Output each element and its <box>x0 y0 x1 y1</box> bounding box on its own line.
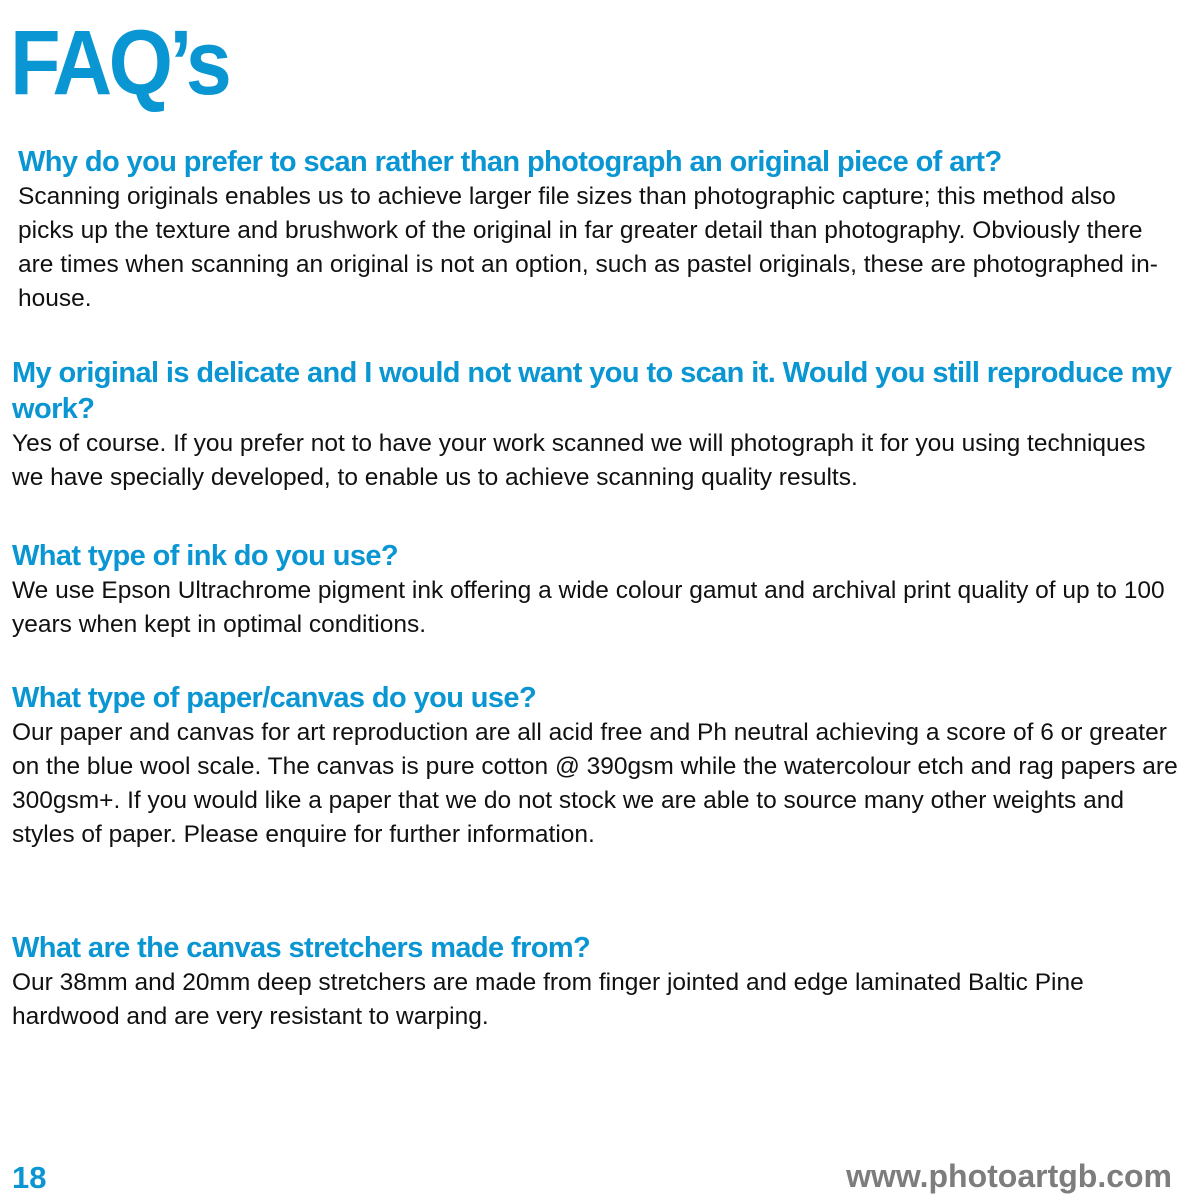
faq-answer: Yes of course. If you prefer not to have your work scanned we will photograph it for you using techniques we have specially developed, to enable us to achieve scanning quality results. <box>12 430 1146 491</box>
page-title: FAQ’s <box>10 12 229 114</box>
faq-item <box>12 930 1182 1034</box>
faq-answer: We use Epson Ultrachrome pigment ink offering a wide colour gamut and archival print quality of up to 100 years when kept in optimal conditions. <box>12 577 1165 638</box>
faq-question: What type of paper/canvas do you use? <box>12 682 537 714</box>
website-url: www.photoartgb.com <box>846 1158 1172 1194</box>
page-number: 18 <box>12 1160 47 1195</box>
faq-item <box>12 355 1182 495</box>
faq-question: Why do you prefer to scan rather than photograph an original piece of art? <box>18 146 1002 178</box>
faq-question: What are the canvas stretchers made from? <box>12 932 591 964</box>
faq-question: What type of ink do you use? <box>12 540 398 572</box>
faq-item <box>18 144 1178 316</box>
faq-question: My original is delicate and I would not want you to scan it. Would you still reproduce my work? <box>12 357 1172 425</box>
faq-answer: Our 38mm and 20mm deep stretchers are made from finger jointed and edge laminated Baltic Pine hardwood and are very resistant to warping. <box>12 969 1084 1030</box>
faq-answer: Scanning originals enables us to achieve larger file sizes than photographic capture; this method also picks up the texture and brushwork of the original in far greater detail than photography. Obviously there are times when scanning an original is not an option, such as pastel originals, these are photographed in-house. <box>18 183 1158 312</box>
faq-item <box>12 680 1182 852</box>
faq-answer: Our paper and canvas for art reproduction are all acid free and Ph neutral achieving a score of 6 or greater on the blue wool scale. The canvas is pure cotton @ 390gsm while the watercolour etch and rag papers are 300gsm+. If you would like a paper that we do not stock we are able to source many other weights and styles of paper. Please enquire for further information. <box>12 719 1178 848</box>
faq-item <box>12 538 1182 642</box>
